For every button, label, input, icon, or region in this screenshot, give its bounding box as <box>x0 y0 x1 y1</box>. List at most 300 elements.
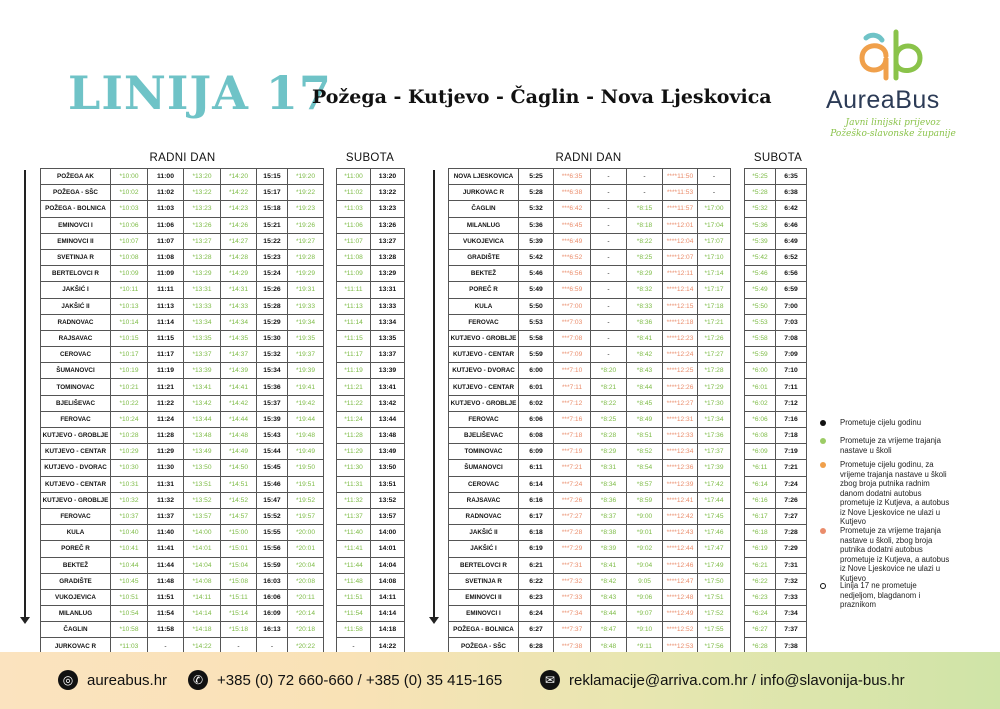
departure-time: *14:35 <box>221 330 257 346</box>
departure-time: *9:04 <box>627 557 663 573</box>
departure-time: *17:18 <box>698 298 731 314</box>
departure-time: *9:06 <box>627 589 663 605</box>
departure-time: *15:11 <box>221 589 257 605</box>
table-row <box>745 460 807 476</box>
stop-name: BJELIŠEVAC <box>41 395 111 411</box>
departure-time: 14:04 <box>371 557 405 573</box>
departure-time: *11:29 <box>337 444 371 460</box>
departure-time: 13:41 <box>371 379 405 395</box>
footer-website[interactable] <box>58 670 167 690</box>
departure-time: ***7:00 <box>554 298 591 314</box>
departure-time: 14:01 <box>371 541 405 557</box>
departure-time: 5:36 <box>519 217 554 233</box>
aureabus-logo-icon <box>856 28 926 82</box>
legend-text: Prometuje cijelu godinu <box>840 418 922 427</box>
departure-time: *8:34 <box>591 476 627 492</box>
departure-time: *14:14 <box>184 606 221 622</box>
table-row <box>449 492 731 508</box>
departure-time: *6:18 <box>745 525 776 541</box>
globe-icon: ◎ <box>58 670 78 690</box>
stop-name: BJELIŠEVAC <box>449 428 519 444</box>
table-row <box>745 525 807 541</box>
departure-time: 7:00 <box>776 298 807 314</box>
stop-name: EMINOVCI II <box>449 589 519 605</box>
departure-time: 7:33 <box>776 589 807 605</box>
departure-time: *11:17 <box>337 347 371 363</box>
departure-time: *19:37 <box>288 347 324 363</box>
table-row <box>337 428 405 444</box>
departure-time: 6:02 <box>519 395 554 411</box>
departure-time: 15:43 <box>257 428 288 444</box>
departure-time: *11:37 <box>337 508 371 524</box>
departure-time: 15:44 <box>257 444 288 460</box>
table-row <box>449 169 731 185</box>
departure-time: - <box>698 185 731 201</box>
departure-time: 11:41 <box>148 541 184 557</box>
table-row <box>41 411 324 427</box>
departure-time: *13:35 <box>184 330 221 346</box>
departure-time: ****12:31 <box>663 411 698 427</box>
departure-time: *14:00 <box>184 525 221 541</box>
departure-time: *13:31 <box>184 282 221 298</box>
table-row <box>449 557 731 573</box>
departure-time: 15:18 <box>257 201 288 217</box>
table-row <box>745 557 807 573</box>
departure-time: *8:36 <box>627 314 663 330</box>
departure-time: 6:27 <box>519 622 554 638</box>
departure-time: *17:04 <box>698 217 731 233</box>
departure-time: 6:22 <box>519 573 554 589</box>
table-row <box>41 589 324 605</box>
departure-time: 13:49 <box>371 444 405 460</box>
table-row <box>449 395 731 411</box>
departure-time: 11:30 <box>148 460 184 476</box>
stop-name: FEROVAC <box>41 411 111 427</box>
departure-time: ****12:39 <box>663 476 698 492</box>
departure-time: 5:28 <box>519 185 554 201</box>
stop-name: CEROVAC <box>449 476 519 492</box>
departure-time: *5:50 <box>745 298 776 314</box>
stop-name: ŠUMANOVCI <box>449 460 519 476</box>
departure-time: *13:33 <box>184 298 221 314</box>
departure-time: *8:49 <box>627 411 663 427</box>
departure-time: *9:01 <box>627 525 663 541</box>
departure-time: *14:20 <box>221 169 257 185</box>
table-row <box>337 395 405 411</box>
departure-time: 11:19 <box>148 363 184 379</box>
stop-name: BERTELOVCI R <box>449 557 519 573</box>
departure-time: ***7:16 <box>554 411 591 427</box>
table-row <box>337 282 405 298</box>
departure-time: *13:52 <box>184 492 221 508</box>
departure-time: *11:03 <box>337 201 371 217</box>
departure-time: *6:02 <box>745 395 776 411</box>
departure-time: *17:26 <box>698 330 731 346</box>
departure-time: *5:36 <box>745 217 776 233</box>
departure-time: 11:21 <box>148 379 184 395</box>
table-row <box>41 266 324 282</box>
table-row <box>337 557 405 573</box>
departure-time: *13:27 <box>184 233 221 249</box>
stop-name: KUTJEVO - DVORAC <box>41 460 111 476</box>
departure-time: 11:15 <box>148 330 184 346</box>
departure-time: 11:08 <box>148 249 184 265</box>
departure-time: *13:37 <box>184 347 221 363</box>
table-row <box>41 233 324 249</box>
departure-time: 6:19 <box>519 541 554 557</box>
table-row <box>745 249 807 265</box>
table-row <box>337 444 405 460</box>
departure-time: *8:43 <box>627 363 663 379</box>
departure-time: *6:01 <box>745 379 776 395</box>
departure-time: 15:47 <box>257 492 288 508</box>
footer-email[interactable] <box>540 670 905 690</box>
departure-time: 13:27 <box>371 233 405 249</box>
departure-time: 16:06 <box>257 589 288 605</box>
table-row <box>337 476 405 492</box>
departure-time: *11:21 <box>337 379 371 395</box>
departure-time: 15:45 <box>257 460 288 476</box>
table-row <box>745 363 807 379</box>
departure-time: *6:08 <box>745 428 776 444</box>
departure-time: ****12:33 <box>663 428 698 444</box>
departure-time: *11:06 <box>337 217 371 233</box>
departure-time: - <box>591 314 627 330</box>
departure-time: *14:33 <box>221 298 257 314</box>
departure-time: 11:17 <box>148 347 184 363</box>
table-row <box>745 622 807 638</box>
departure-time: 13:37 <box>371 347 405 363</box>
saturday-table-pozega-to-nova-ljeskovica <box>336 168 405 671</box>
departure-time: *10:11 <box>111 282 148 298</box>
table-row <box>337 492 405 508</box>
departure-time: 7:10 <box>776 363 807 379</box>
departure-time: *8:37 <box>591 508 627 524</box>
footer <box>0 652 1000 709</box>
departure-time: - <box>591 249 627 265</box>
departure-time: 15:52 <box>257 508 288 524</box>
departure-time: *6:09 <box>745 444 776 460</box>
departure-time: *10:03 <box>111 201 148 217</box>
stop-name: POŽEGA - SŠC <box>41 185 111 201</box>
departure-time: *8:54 <box>627 460 663 476</box>
departure-time: 15:15 <box>257 169 288 185</box>
departure-time: ****12:53 <box>663 638 698 654</box>
departure-time: ***6:35 <box>554 169 591 185</box>
departure-time: - <box>627 185 663 201</box>
stop-name: NOVA LJESKOVICA <box>449 169 519 185</box>
departure-time: *5:46 <box>745 266 776 282</box>
weekday-table-nova-ljeskovica-to-pozega <box>448 168 731 671</box>
departure-time: *17:39 <box>698 460 731 476</box>
departure-time: 11:13 <box>148 298 184 314</box>
stop-name: KULA <box>41 525 111 541</box>
legend-item <box>816 581 952 610</box>
departure-time: 6:42 <box>776 201 807 217</box>
departure-time: *13:22 <box>184 185 221 201</box>
departure-time: 13:57 <box>371 508 405 524</box>
departure-time: *17:45 <box>698 508 731 524</box>
table-row <box>337 266 405 282</box>
table-row <box>745 282 807 298</box>
departure-time: ****12:23 <box>663 330 698 346</box>
departure-time: 11:09 <box>148 266 184 282</box>
stop-name: RAJSAVAC <box>449 492 519 508</box>
departure-time: *13:23 <box>184 201 221 217</box>
departure-time: *8:41 <box>627 330 663 346</box>
footer-phone[interactable] <box>188 670 502 690</box>
departure-time: *10:06 <box>111 217 148 233</box>
departure-time: 11:24 <box>148 411 184 427</box>
departure-time: 15:26 <box>257 282 288 298</box>
departure-time: *15:14 <box>221 606 257 622</box>
departure-time: ****12:26 <box>663 379 698 395</box>
table-row <box>745 444 807 460</box>
departure-time: *13:42 <box>184 395 221 411</box>
departure-time: *10:19 <box>111 363 148 379</box>
departure-time: *8:41 <box>591 557 627 573</box>
table-row <box>745 266 807 282</box>
legend-item <box>816 526 952 583</box>
stop-name: MILANLUG <box>449 217 519 233</box>
departure-time: ****12:24 <box>663 347 698 363</box>
departure-time: *17:00 <box>698 201 731 217</box>
departure-time: 7:03 <box>776 314 807 330</box>
departure-time: ***7:09 <box>554 347 591 363</box>
stop-name: POREČ R <box>449 282 519 298</box>
table-row <box>449 379 731 395</box>
footer-website-text: aureabus.hr <box>87 671 168 689</box>
departure-time: 11:22 <box>148 395 184 411</box>
departure-time: *11:51 <box>337 589 371 605</box>
departure-time: 13:52 <box>371 492 405 508</box>
departure-time: 15:55 <box>257 525 288 541</box>
departure-time: 13:51 <box>371 476 405 492</box>
departure-time: - <box>148 638 184 654</box>
departure-time: *8:44 <box>627 379 663 395</box>
departure-time: ****12:34 <box>663 444 698 460</box>
departure-time: 14:18 <box>371 622 405 638</box>
departure-time: - <box>591 201 627 217</box>
page-title: LINIJA 17 <box>68 66 332 120</box>
departure-time: 11:07 <box>148 233 184 249</box>
departure-time: *5:42 <box>745 249 776 265</box>
departure-time: *13:51 <box>184 476 221 492</box>
departure-time: ***7:11 <box>554 379 591 395</box>
departure-time: 6:28 <box>519 638 554 654</box>
departure-time: ****12:07 <box>663 249 698 265</box>
departure-time: *20:08 <box>288 573 324 589</box>
legend-item <box>816 460 952 527</box>
table-row <box>41 460 324 476</box>
departure-time: *10:29 <box>111 444 148 460</box>
departure-time: 13:22 <box>371 185 405 201</box>
table-row <box>745 347 807 363</box>
departure-time: *14:26 <box>221 217 257 233</box>
table-row <box>41 508 324 524</box>
departure-time: ***7:28 <box>554 525 591 541</box>
departure-time: *8:29 <box>591 444 627 460</box>
departure-time: *13:29 <box>184 266 221 282</box>
departure-time: *9:11 <box>627 638 663 654</box>
departure-time: *17:37 <box>698 444 731 460</box>
departure-time: *17:46 <box>698 525 731 541</box>
departure-time: *11:44 <box>337 557 371 573</box>
departure-time: - <box>591 298 627 314</box>
departure-time: - <box>337 638 371 654</box>
departure-time: *13:49 <box>184 444 221 460</box>
departure-time: *11:08 <box>337 249 371 265</box>
departure-time: *13:41 <box>184 379 221 395</box>
departure-time: ****12:27 <box>663 395 698 411</box>
stop-name: KUTJEVO - CENTAR <box>41 476 111 492</box>
departure-time: 6:06 <box>519 411 554 427</box>
departure-time: *5:28 <box>745 185 776 201</box>
departure-time: *17:07 <box>698 233 731 249</box>
stop-name: RADNOVAC <box>449 508 519 524</box>
departure-time: *6:27 <box>745 622 776 638</box>
departure-time: 5:25 <box>519 169 554 185</box>
departure-time: 6:46 <box>776 217 807 233</box>
table-row <box>337 314 405 330</box>
departure-time: *20:18 <box>288 622 324 638</box>
departure-time: 7:24 <box>776 476 807 492</box>
departure-time: *10:17 <box>111 347 148 363</box>
departure-time: ***7:34 <box>554 606 591 622</box>
departure-time: *9:07 <box>627 606 663 622</box>
departure-time: *10:54 <box>111 606 148 622</box>
departure-time: 13:50 <box>371 460 405 476</box>
departure-time: ***7:21 <box>554 460 591 476</box>
departure-time: *15:08 <box>221 573 257 589</box>
table-row <box>41 395 324 411</box>
table-row <box>745 541 807 557</box>
departure-time: *11:22 <box>337 395 371 411</box>
departure-time: *14:27 <box>221 233 257 249</box>
departure-time: *8:31 <box>591 460 627 476</box>
table-row <box>449 314 731 330</box>
brand-tagline-line2: Požeško-slavonske županije <box>830 129 956 139</box>
departure-time: 13:35 <box>371 330 405 346</box>
departure-time: 7:18 <box>776 428 807 444</box>
departure-time: 15:39 <box>257 411 288 427</box>
brand-name: AureaBus <box>826 86 940 114</box>
departure-time: ***7:08 <box>554 330 591 346</box>
departure-time: ****11:57 <box>663 201 698 217</box>
departure-time: 13:28 <box>371 249 405 265</box>
departure-time: *8:38 <box>591 525 627 541</box>
table-row <box>449 411 731 427</box>
departure-time: 15:59 <box>257 557 288 573</box>
departure-time: *5:53 <box>745 314 776 330</box>
table-row <box>337 573 405 589</box>
saturday-table-nova-ljeskovica-to-pozega <box>744 168 807 671</box>
departure-time: *10:14 <box>111 314 148 330</box>
departure-time: 11:02 <box>148 185 184 201</box>
departure-time: *19:35 <box>288 330 324 346</box>
stop-name: ŠUMANOVCI <box>41 363 111 379</box>
stop-name: RADNOVAC <box>41 314 111 330</box>
departure-time: *14:42 <box>221 395 257 411</box>
table-row <box>337 525 405 541</box>
legend-dot-icon <box>820 528 826 534</box>
stop-name: KUTJEVO - GROBLJE <box>41 492 111 508</box>
departure-time: *14:50 <box>221 460 257 476</box>
table-row <box>337 589 405 605</box>
departure-time: *11:40 <box>337 525 371 541</box>
departure-time: - <box>627 169 663 185</box>
departure-time: *14:31 <box>221 282 257 298</box>
stop-name: FEROVAC <box>449 314 519 330</box>
departure-time: 16:09 <box>257 606 288 622</box>
table-row <box>745 298 807 314</box>
departure-time: ****12:11 <box>663 266 698 282</box>
departure-time: *14:01 <box>184 541 221 557</box>
table-row <box>41 379 324 395</box>
departure-time: *11:13 <box>337 298 371 314</box>
brand-tagline-line1: Javni linijski prijevoz <box>845 118 941 128</box>
legend-text: Prometuje za vrijeme trajanja nastave u školi, zbog broja putnika dodatni autobus prometuje iz Kutjeva, a autobus iz Nove Ljeskovice ne ulazi u Kutjevo <box>840 526 950 583</box>
stop-name: ČAGLIN <box>41 622 111 638</box>
departure-time: 6:08 <box>519 428 554 444</box>
departure-time: *14:22 <box>184 638 221 654</box>
table-row <box>41 298 324 314</box>
table-row <box>745 185 807 201</box>
departure-time: *8:18 <box>627 217 663 233</box>
departure-time: ****12:49 <box>663 606 698 622</box>
departure-time: 11:14 <box>148 314 184 330</box>
departure-time: 13:23 <box>371 201 405 217</box>
departure-time: *17:21 <box>698 314 731 330</box>
departure-time: 6:52 <box>776 249 807 265</box>
departure-time: 14:11 <box>371 589 405 605</box>
departure-time: *17:34 <box>698 411 731 427</box>
stop-name: POŽEGA - BOLNICA <box>41 201 111 217</box>
departure-time: - <box>591 266 627 282</box>
table-row <box>449 573 731 589</box>
stop-name: SVETINJA R <box>449 573 519 589</box>
stop-name: VUKOJEVICA <box>449 233 519 249</box>
table-row <box>449 508 731 524</box>
departure-time: 7:16 <box>776 411 807 427</box>
departure-time: 14:00 <box>371 525 405 541</box>
stop-name: POREČ R <box>41 541 111 557</box>
departure-time: *10:15 <box>111 330 148 346</box>
departure-time: 13:20 <box>371 169 405 185</box>
departure-time: *10:28 <box>111 428 148 444</box>
departure-time: 15:22 <box>257 233 288 249</box>
right-weekday-heading: RADNI DAN <box>555 152 622 164</box>
table-row <box>449 606 731 622</box>
stop-name: JAKŠIĆ I <box>449 541 519 557</box>
departure-time: 15:56 <box>257 541 288 557</box>
departure-time: *19:48 <box>288 428 324 444</box>
departure-time: *8:43 <box>591 589 627 605</box>
departure-time: *11:31 <box>337 476 371 492</box>
departure-time: 6:11 <box>519 460 554 476</box>
departure-time: *20:11 <box>288 589 324 605</box>
departure-time: ***6:38 <box>554 185 591 201</box>
departure-time: ****12:18 <box>663 314 698 330</box>
departure-time: *6:06 <box>745 411 776 427</box>
legend-text: Prometuje za vrijeme trajanja nastave u školi <box>840 436 941 455</box>
table-row <box>449 363 731 379</box>
departure-time: *19:31 <box>288 282 324 298</box>
departure-time: *17:52 <box>698 606 731 622</box>
table-row <box>337 411 405 427</box>
stop-name: MILANLUG <box>41 606 111 622</box>
departure-time: 13:44 <box>371 411 405 427</box>
